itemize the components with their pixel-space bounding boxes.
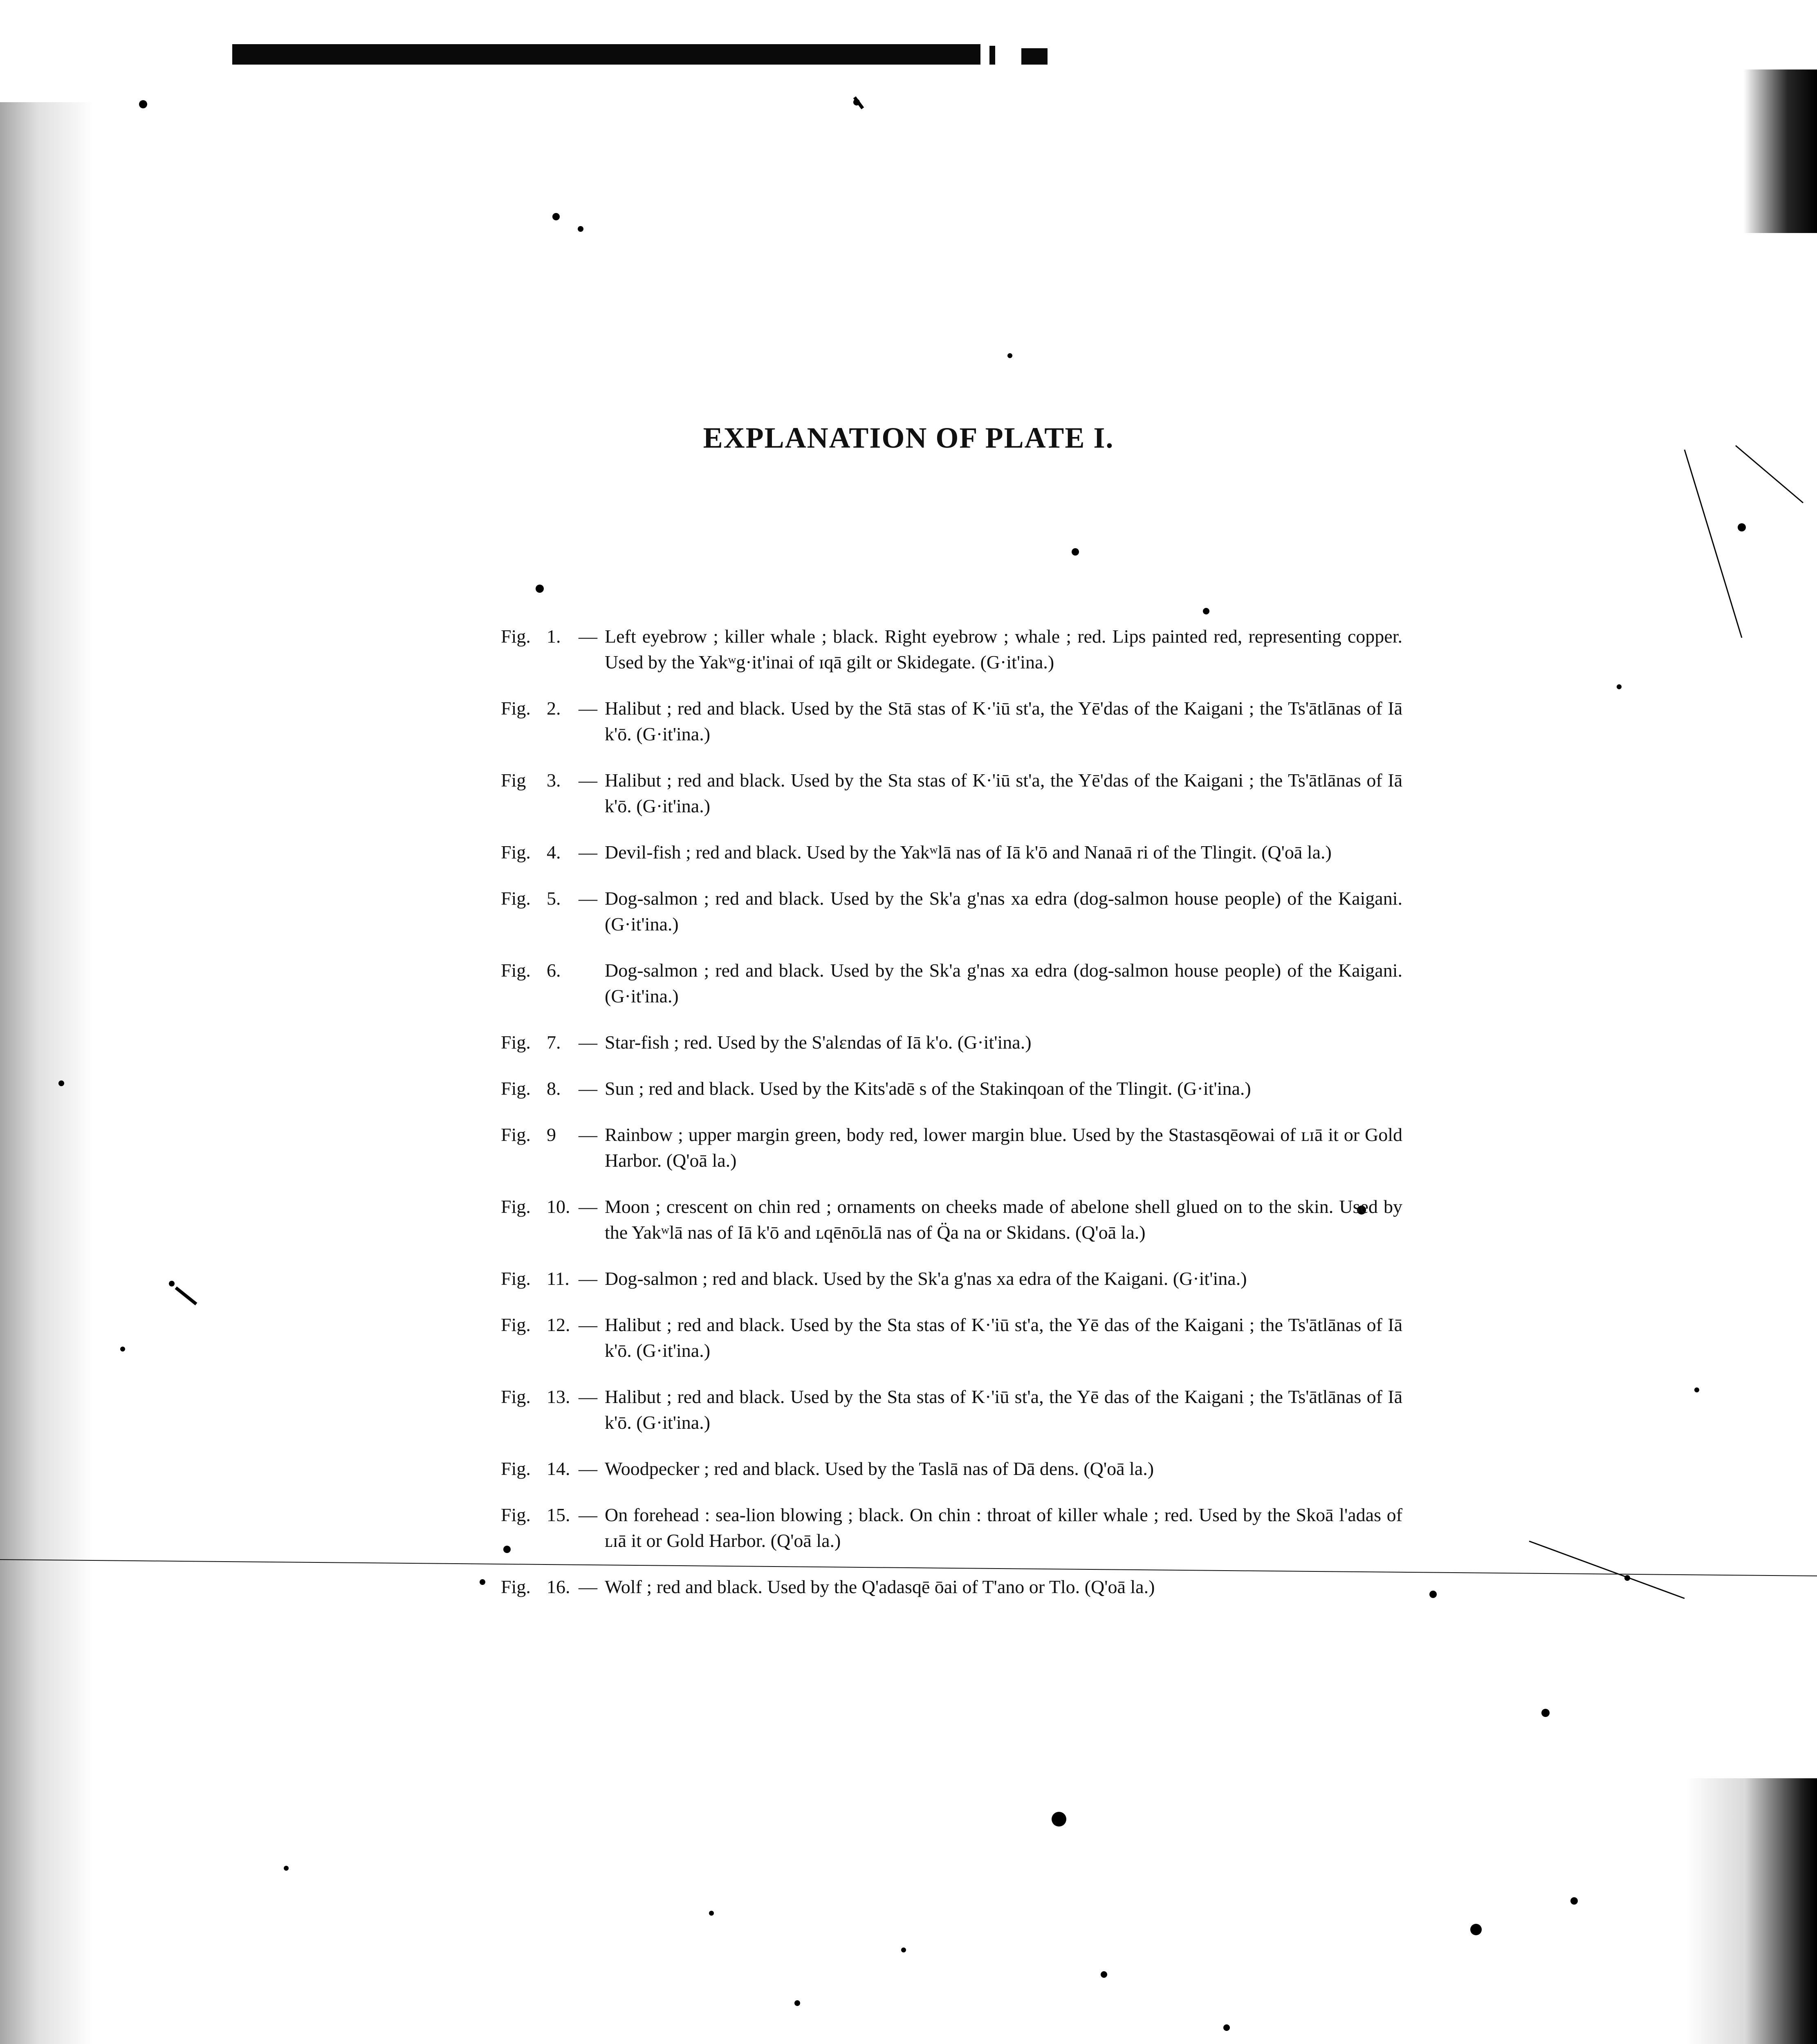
entry-dash: —: [579, 1268, 597, 1289]
figure-description: Rainbow ; upper margin green, body red, lower margin blue. Used by the Stastasqēowai of ʟɪā it or Gold Harbor. (Q'oā la.): [605, 1124, 1402, 1171]
figure-number: [501, 767, 579, 819]
entry-dash: —: [579, 1314, 597, 1335]
figure-label: Fig.: [501, 1458, 531, 1479]
figure-number: [501, 1384, 579, 1435]
figure-label: Fig.: [501, 1196, 531, 1217]
figure-description: Halibut ; red and black. Used by the Sta stas of K·'iū st'a, the Yē das of the Kaigani ; the Ts'ātlānas of Iā k'ō. (G·it'ina.): [605, 1314, 1402, 1361]
figure-index: 9: [547, 1124, 556, 1145]
figure-entry: [501, 1574, 1402, 1600]
entry-dash: —: [579, 1386, 597, 1407]
figure-description: Devil-fish ; red and black. Used by the Yakʷlā nas of Iā k'ō and Nanaā ri of the Tlingit. (Q'oā la.): [605, 842, 1332, 863]
figure-description: Sun ; red and black. Used by the Kits'adē s of the Stakinqoan of the Tlingit. (G·it'ina.): [605, 1078, 1251, 1099]
figure-entry: [501, 1312, 1402, 1363]
entry-dash: —: [579, 770, 597, 791]
figure-label: Fig.: [501, 888, 531, 909]
entry-dash: —: [579, 1458, 597, 1479]
figure-number: [501, 1194, 579, 1245]
figure-entry: [501, 767, 1402, 819]
entry-dash: —: [579, 698, 597, 719]
figure-description: Left eyebrow ; killer whale ; black. Right eyebrow ; whale ; red. Lips painted red, representing copper. Used by the Yakʷg·it'inai of ɪqā gilt or Skidegate. (G·it'ina.): [605, 626, 1402, 672]
figure-entry: [501, 957, 1402, 1009]
figure-index: 12.: [547, 1314, 570, 1335]
figure-description: Halibut ; red and black. Used by the Sta stas of K·'iū st'a, the Yē das of the Kaigani ; the Ts'ātlānas of Iā k'ō. (G·it'ina.): [605, 1386, 1402, 1433]
figure-description: Wolf ; red and black. Used by the Q'adasqē ōai of T'ano or Tlo. (Q'oā la.): [605, 1576, 1155, 1597]
figure-number: [501, 1456, 579, 1481]
figure-description: Halibut ; red and black. Used by the Stā stas of K·'iū st'a, the Yē'das of the Kaigani ; the Ts'ātlānas of Iā k'ō. (G·it'ina.): [605, 698, 1402, 744]
figure-entry: [501, 885, 1402, 937]
entry-dash: —: [579, 1032, 597, 1053]
entry-dash: —: [579, 888, 597, 909]
figure-label: Fig.: [501, 1078, 531, 1099]
figure-number: [501, 1312, 579, 1363]
figure-number: [501, 695, 579, 747]
figure-number: [501, 839, 579, 865]
figure-entry: [501, 623, 1402, 675]
figure-index: 16.: [547, 1576, 570, 1597]
figure-index: 4.: [547, 842, 561, 863]
figure-entry: [501, 839, 1402, 865]
entry-dash: [579, 957, 605, 1009]
figure-number: [501, 1122, 579, 1173]
figure-index: 8.: [547, 1078, 561, 1099]
figure-number: [501, 885, 579, 937]
figure-number: [501, 623, 579, 675]
figure-description: On forehead : sea-lion blowing ; black. On chin : throat of killer whale ; red. Used by the Skoā l'adas of ʟɪā it or Gold Harbor. (Q'oā la.): [605, 1504, 1402, 1551]
figure-label: Fig.: [501, 1314, 531, 1335]
figure-index: 1.: [547, 626, 561, 647]
entry-dash: —: [579, 842, 597, 863]
figure-number: [501, 1266, 579, 1291]
figure-number: [501, 1574, 579, 1600]
entry-dash: —: [579, 1504, 597, 1525]
figure-label: Fig.: [501, 1576, 531, 1597]
figure-description: Woodpecker ; red and black. Used by the Taslā nas of Dā dens. (Q'oā la.): [605, 1458, 1154, 1479]
figure-index: 2.: [547, 698, 561, 719]
figure-number: [501, 1029, 579, 1055]
figure-entry: [501, 1076, 1402, 1101]
figure-label: Fig.: [501, 960, 531, 981]
figure-index: 5.: [547, 888, 561, 909]
figure-description: Dog-salmon ; red and black. Used by the Sk'a g'nas xa edra of the Kaigani. (G·it'ina.): [605, 1268, 1247, 1289]
figure-label: Fig.: [501, 1032, 531, 1053]
figure-description: Star-fish ; red. Used by the S'alɛndas of Iā k'o. (G·it'ina.): [605, 1032, 1032, 1053]
figure-label: Fig.: [501, 1124, 531, 1145]
figure-index: 7.: [547, 1032, 561, 1053]
figure-entry: [501, 695, 1402, 747]
figure-label: Fig.: [501, 698, 531, 719]
figure-index: 13.: [547, 1386, 570, 1407]
figure-entry: [501, 1029, 1402, 1055]
figure-label: Fig.: [501, 1504, 531, 1525]
figure-index: 11.: [547, 1268, 570, 1289]
figure-description: Moon ; crescent on chin red ; ornaments on cheeks made of abelone shell glued on to the skin. Used by the Yakʷlā nas of Iā k'ō and ʟqēnōʟlā nas of Q̈a na or Skidans. (Q'oā la.): [605, 1196, 1402, 1243]
entry-dash: —: [579, 1196, 597, 1217]
figure-number: [501, 1076, 579, 1101]
figure-label: Fig.: [501, 1268, 531, 1289]
figure-number: [501, 957, 579, 1009]
figure-description: Halibut ; red and black. Used by the Sta stas of K·'iū st'a, the Yē'das of the Kaigani ; the Ts'ātlānas of Iā k'ō. (G·it'ina.): [605, 770, 1402, 816]
figure-description: Dog-salmon ; red and black. Used by the Sk'a g'nas xa edra (dog-salmon house people) of the Kaigani. (G·it'ina.): [605, 888, 1402, 935]
entry-dash: —: [579, 1124, 597, 1145]
figure-label: Fig.: [501, 842, 531, 863]
figure-index: 10.: [547, 1196, 570, 1217]
figure-entry: [501, 1122, 1402, 1173]
figure-description: Dog-salmon ; red and black. Used by the Sk'a g'nas xa edra (dog-salmon house people) of the Kaigani. (G·it'ina.): [605, 960, 1402, 1006]
entry-dash: —: [579, 1576, 597, 1597]
entry-dash: —: [579, 1078, 597, 1099]
figure-entry: [501, 1194, 1402, 1245]
figure-index: 3.: [547, 770, 561, 791]
figure-label: Fig: [501, 770, 526, 791]
figure-index: 14.: [547, 1458, 570, 1479]
figure-explanation-list: [501, 623, 1402, 1620]
figure-entry: [501, 1456, 1402, 1481]
figure-entry: [501, 1384, 1402, 1435]
figure-label: Fig.: [501, 1386, 531, 1407]
page-title: EXPLANATION OF PLATE I.: [703, 421, 1114, 454]
figure-index: 15.: [547, 1504, 570, 1525]
figure-label: Fig.: [501, 626, 531, 647]
figure-index: 6.: [547, 960, 561, 981]
figure-entry: [501, 1502, 1402, 1553]
entry-dash: —: [579, 626, 597, 647]
figure-entry: [501, 1266, 1402, 1291]
figure-number: [501, 1502, 579, 1553]
